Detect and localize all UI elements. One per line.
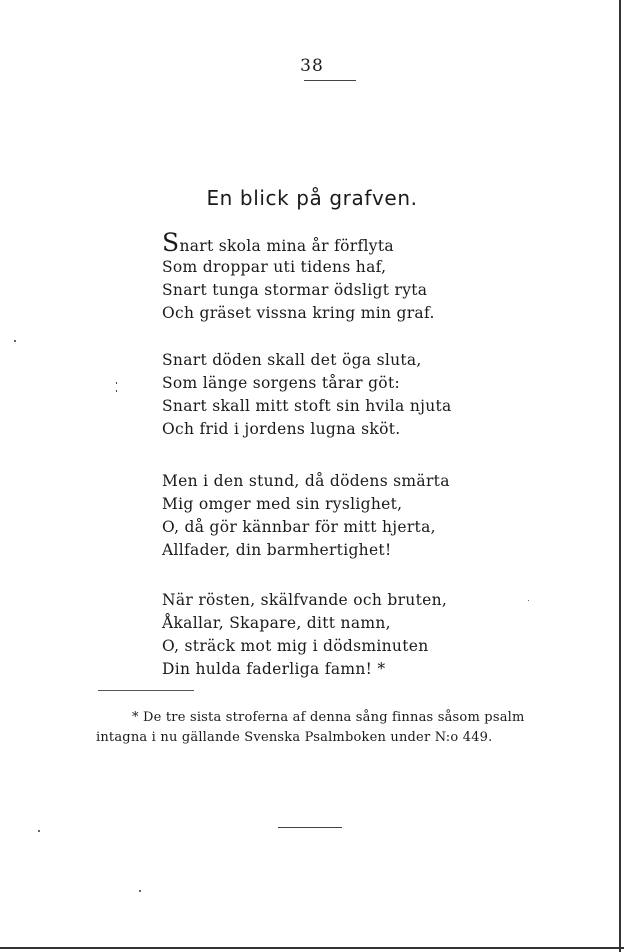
footnote-rule — [98, 690, 194, 691]
poem-line: När rösten, skälfvande och bruten, — [162, 591, 448, 609]
paper-speck — [116, 390, 117, 392]
page-number: 38 — [300, 56, 324, 76]
poem-line: Snart tunga stormar ödsligt ryta — [162, 281, 428, 299]
page-number-rule — [304, 80, 356, 81]
poem-line — [162, 228, 522, 257]
poem-line: Din hulda faderliga famn! * — [162, 660, 386, 678]
poem-line: Mig omger med sin ryslighet, — [162, 495, 403, 513]
poem-line: Som droppar uti tidens haf, — [162, 258, 387, 276]
poem-line: Och frid i jordens lugna sköt. — [162, 420, 401, 438]
footnote-line: * De tre sista stroferna af denna sång finnas såsom psalm — [132, 710, 525, 725]
poem-line: Som länge sorgens tårar göt: — [162, 374, 400, 392]
poem-line: Snart skall mitt stoft sin hvila njuta — [162, 397, 452, 415]
page-edge-bottom — [0, 947, 624, 949]
page-edge-right — [619, 0, 621, 952]
poem-line: Allfader, din barmhertighet! — [162, 541, 392, 559]
paper-speck — [139, 890, 141, 892]
poem-line: O, då gör kännbar för mitt hjerta, — [162, 518, 436, 536]
footnote — [96, 708, 566, 748]
paper-speck — [14, 340, 16, 342]
poem-line: Åkallar, Skapare, ditt namn, — [162, 614, 391, 632]
poem-line: Och gräset vissna kring min graf. — [162, 304, 435, 322]
poem-line-text: nart skola mina år förflyta — [179, 237, 394, 255]
poem-line: Men i den stund, då dödens smärta — [162, 472, 450, 490]
drop-cap: S — [162, 228, 180, 257]
stanza-3 — [162, 470, 522, 562]
poem-title: En blick på grafven. — [206, 186, 418, 210]
stanza-4 — [162, 589, 522, 681]
paper-speck — [528, 600, 529, 601]
stanza-2 — [162, 349, 522, 441]
end-rule — [278, 827, 342, 828]
poem-line: O, sträck mot mig i dödsminuten — [162, 637, 429, 655]
stanza-1 — [162, 228, 522, 325]
paper-speck — [116, 382, 117, 384]
poem-line: Snart döden skall det öga sluta, — [162, 351, 422, 369]
footnote-line: intagna i nu gällande Svenska Psalmboken under N:o 449. — [96, 730, 493, 745]
paper-speck — [38, 830, 40, 832]
